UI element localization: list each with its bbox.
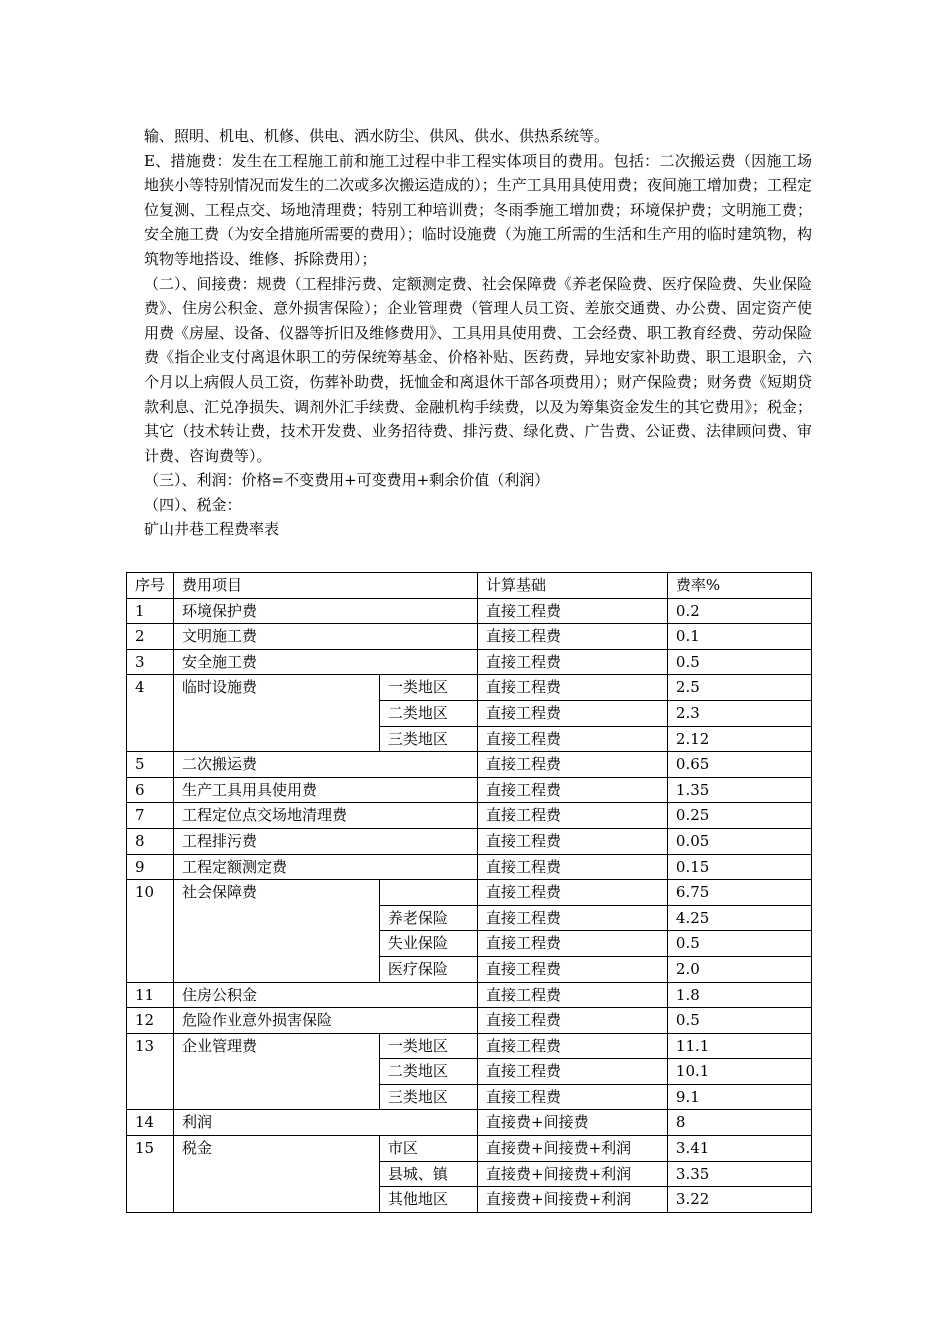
- row-base: 直接工程费: [478, 700, 668, 726]
- row-item: 社会保障费: [173, 880, 379, 982]
- row-no: 7: [127, 803, 174, 829]
- table-row: [127, 649, 812, 675]
- row-item: 安全施工费: [173, 649, 477, 675]
- row-sub: [379, 880, 477, 906]
- paragraph-tax: （四）、税金：: [144, 495, 242, 514]
- row-base: 直接费+间接费: [478, 1110, 668, 1136]
- paragraph-utilities: 输、照明、机电、机修、供电、洒水防尘、供风、供水、供热系统等。: [144, 127, 610, 145]
- row-item: 企业管理费: [173, 1033, 379, 1110]
- row-item: 生产工具用具使用费: [173, 777, 477, 803]
- row-no: 13: [127, 1033, 174, 1110]
- row-base: 直接费+间接费+利润: [478, 1187, 668, 1213]
- paragraph-profit: （三）、利润：价格=不变费用+可变费用+剩余价值（利润）: [144, 471, 550, 490]
- row-base: 直接工程费: [478, 905, 668, 931]
- row-base: 直接工程费: [478, 880, 668, 906]
- table-row: [127, 624, 812, 650]
- row-sub: 医疗保险: [379, 956, 477, 982]
- table-row: [127, 1110, 812, 1136]
- row-rate: 0.25: [667, 803, 811, 829]
- row-base: 直接工程费: [478, 931, 668, 957]
- table-row: [127, 1008, 812, 1034]
- row-rate: 0.05: [667, 828, 811, 854]
- row-base: 直接工程费: [478, 1008, 668, 1034]
- row-no: 14: [127, 1110, 174, 1136]
- row-no: 3: [127, 649, 174, 675]
- row-item: 住房公积金: [173, 982, 477, 1008]
- header-rate: 费率%: [667, 573, 811, 599]
- row-no: 15: [127, 1136, 174, 1213]
- row-item: 税金: [173, 1136, 379, 1213]
- row-rate: 0.1: [667, 624, 811, 650]
- row-sub: 县城、镇: [379, 1161, 477, 1187]
- row-sub: 一类地区: [379, 675, 477, 701]
- row-rate: 3.22: [667, 1187, 811, 1213]
- row-base: 直接工程费: [478, 828, 668, 854]
- row-rate: 0.5: [667, 931, 811, 957]
- row-item: 工程定位点交场地清理费: [173, 803, 477, 829]
- row-rate: 2.12: [667, 726, 811, 752]
- row-rate: 0.2: [667, 598, 811, 624]
- paragraph-indirect-fee: （二）、间接费：规费（工程排污费、定额测定费、社会保障费《养老保险费、医疗保险费、失业保险费》、住房公积金、意外损害保险）；企业管理费（管理人员工资、差旅交通费、办公费、固定资产使用费《房屋、设备、仪器等折旧及维修费用》、工具用具使用费、工会经费、职工教育经费、劳动保险费《指企业支付离退休职工的劳保统筹基金、价格补贴、医药费，异地安家补助费、职工退职金，六个月以上病假人员工资，伤葬补助费，抚恤金和离退休干部各项费用）；财产保险费；财务费《短期贷款利息、汇兑净损失、调剂外汇手续费、金融机构手续费，以及为筹集资金发生的其它费用》；税金；其它（技术转让费，技术开发费、业务招待费、排污费、绿化费、广告费、公证费、法律顾问费、审计费、咨询费等）。: [144, 274, 812, 465]
- row-sub: 三类地区: [379, 1084, 477, 1110]
- row-no: 8: [127, 828, 174, 854]
- header-base: 计算基础: [478, 573, 668, 599]
- row-sub: 一类地区: [379, 1033, 477, 1059]
- row-base: 直接工程费: [478, 624, 668, 650]
- row-no: 12: [127, 1008, 174, 1034]
- table-caption: 矿山井巷工程费率表: [144, 519, 280, 538]
- row-no: 2: [127, 624, 174, 650]
- row-item: 二次搬运费: [173, 752, 477, 778]
- row-sub: 市区: [379, 1136, 477, 1162]
- row-sub: 其他地区: [379, 1187, 477, 1213]
- row-item: 利润: [173, 1110, 477, 1136]
- table-row: [127, 752, 812, 778]
- row-rate: 6.75: [667, 880, 811, 906]
- row-rate: 8: [667, 1110, 811, 1136]
- row-no: 9: [127, 854, 174, 880]
- table-row: [127, 598, 812, 624]
- row-rate: 1.35: [667, 777, 811, 803]
- fee-rate-table: [126, 572, 812, 1213]
- table-row: [127, 1033, 812, 1059]
- row-base: 直接工程费: [478, 752, 668, 778]
- row-no: 6: [127, 777, 174, 803]
- row-base: 直接工程费: [478, 777, 668, 803]
- row-rate: 2.3: [667, 700, 811, 726]
- row-sub: 失业保险: [379, 931, 477, 957]
- row-base: 直接工程费: [478, 675, 668, 701]
- row-base: 直接工程费: [478, 726, 668, 752]
- row-rate: 3.35: [667, 1161, 811, 1187]
- header-item: 费用项目: [173, 573, 477, 599]
- row-rate: 2.5: [667, 675, 811, 701]
- row-base: 直接工程费: [478, 649, 668, 675]
- row-sub: 三类地区: [379, 726, 477, 752]
- row-no: 10: [127, 880, 174, 982]
- row-base: 直接工程费: [478, 1033, 668, 1059]
- table-row: [127, 982, 812, 1008]
- table-row: [127, 828, 812, 854]
- row-base: 直接工程费: [478, 803, 668, 829]
- row-no: 5: [127, 752, 174, 778]
- row-no: 11: [127, 982, 174, 1008]
- row-item: 工程定额测定费: [173, 854, 477, 880]
- row-sub: 二类地区: [379, 700, 477, 726]
- row-item: 环境保护费: [173, 598, 477, 624]
- row-base: 直接工程费: [478, 1059, 668, 1085]
- row-rate: 2.0: [667, 956, 811, 982]
- row-item: 临时设施费: [173, 675, 379, 752]
- row-rate: 0.15: [667, 854, 811, 880]
- row-base: 直接工程费: [478, 1084, 668, 1110]
- row-item: 文明施工费: [173, 624, 477, 650]
- row-rate: 0.5: [667, 1008, 811, 1034]
- row-base: 直接工程费: [478, 956, 668, 982]
- row-base: 直接工程费: [478, 854, 668, 880]
- table-row: [127, 880, 812, 906]
- table-row: [127, 1136, 812, 1162]
- row-rate: 3.41: [667, 1136, 811, 1162]
- row-rate: 0.65: [667, 752, 811, 778]
- row-base: 直接费+间接费+利润: [478, 1161, 668, 1187]
- row-sub: 二类地区: [379, 1059, 477, 1085]
- row-item: 危险作业意外损害保险: [173, 1008, 477, 1034]
- row-sub: 养老保险: [379, 905, 477, 931]
- row-rate: 9.1: [667, 1084, 811, 1110]
- document-body: [144, 124, 812, 540]
- table-row: [127, 777, 812, 803]
- row-rate: 0.5: [667, 649, 811, 675]
- table-row: [127, 803, 812, 829]
- row-rate: 4.25: [667, 905, 811, 931]
- row-base: 直接工程费: [478, 982, 668, 1008]
- row-base: 直接费+间接费+利润: [478, 1136, 668, 1162]
- table-header-row: [127, 573, 812, 599]
- table-row: [127, 675, 812, 701]
- row-no: 1: [127, 598, 174, 624]
- header-no: 序号: [127, 573, 174, 599]
- row-rate: 10.1: [667, 1059, 811, 1085]
- row-item: 工程排污费: [173, 828, 477, 854]
- row-no: 4: [127, 675, 174, 752]
- table-row: [127, 854, 812, 880]
- row-rate: 1.8: [667, 982, 811, 1008]
- row-rate: 11.1: [667, 1033, 811, 1059]
- paragraph-measures-fee: E、措施费：发生在工程施工前和施工过程中非工程实体项目的费用。包括：二次搬运费（因施工场地狭小等特别情况而发生的二次或多次搬运造成的）；生产工具用具使用费；夜间施工增加费；工程定位复测、工程点交、场地清理费；特别工种培训费；冬雨季施工增加费；环境保护费；文明施工费；安全施工费（为安全措施所需要的费用）；临时设施费（为施工所需的生活和生产用的临时建筑物，构筑物等地搭设、维修、拆除费用）；: [144, 151, 812, 268]
- row-base: 直接工程费: [478, 598, 668, 624]
